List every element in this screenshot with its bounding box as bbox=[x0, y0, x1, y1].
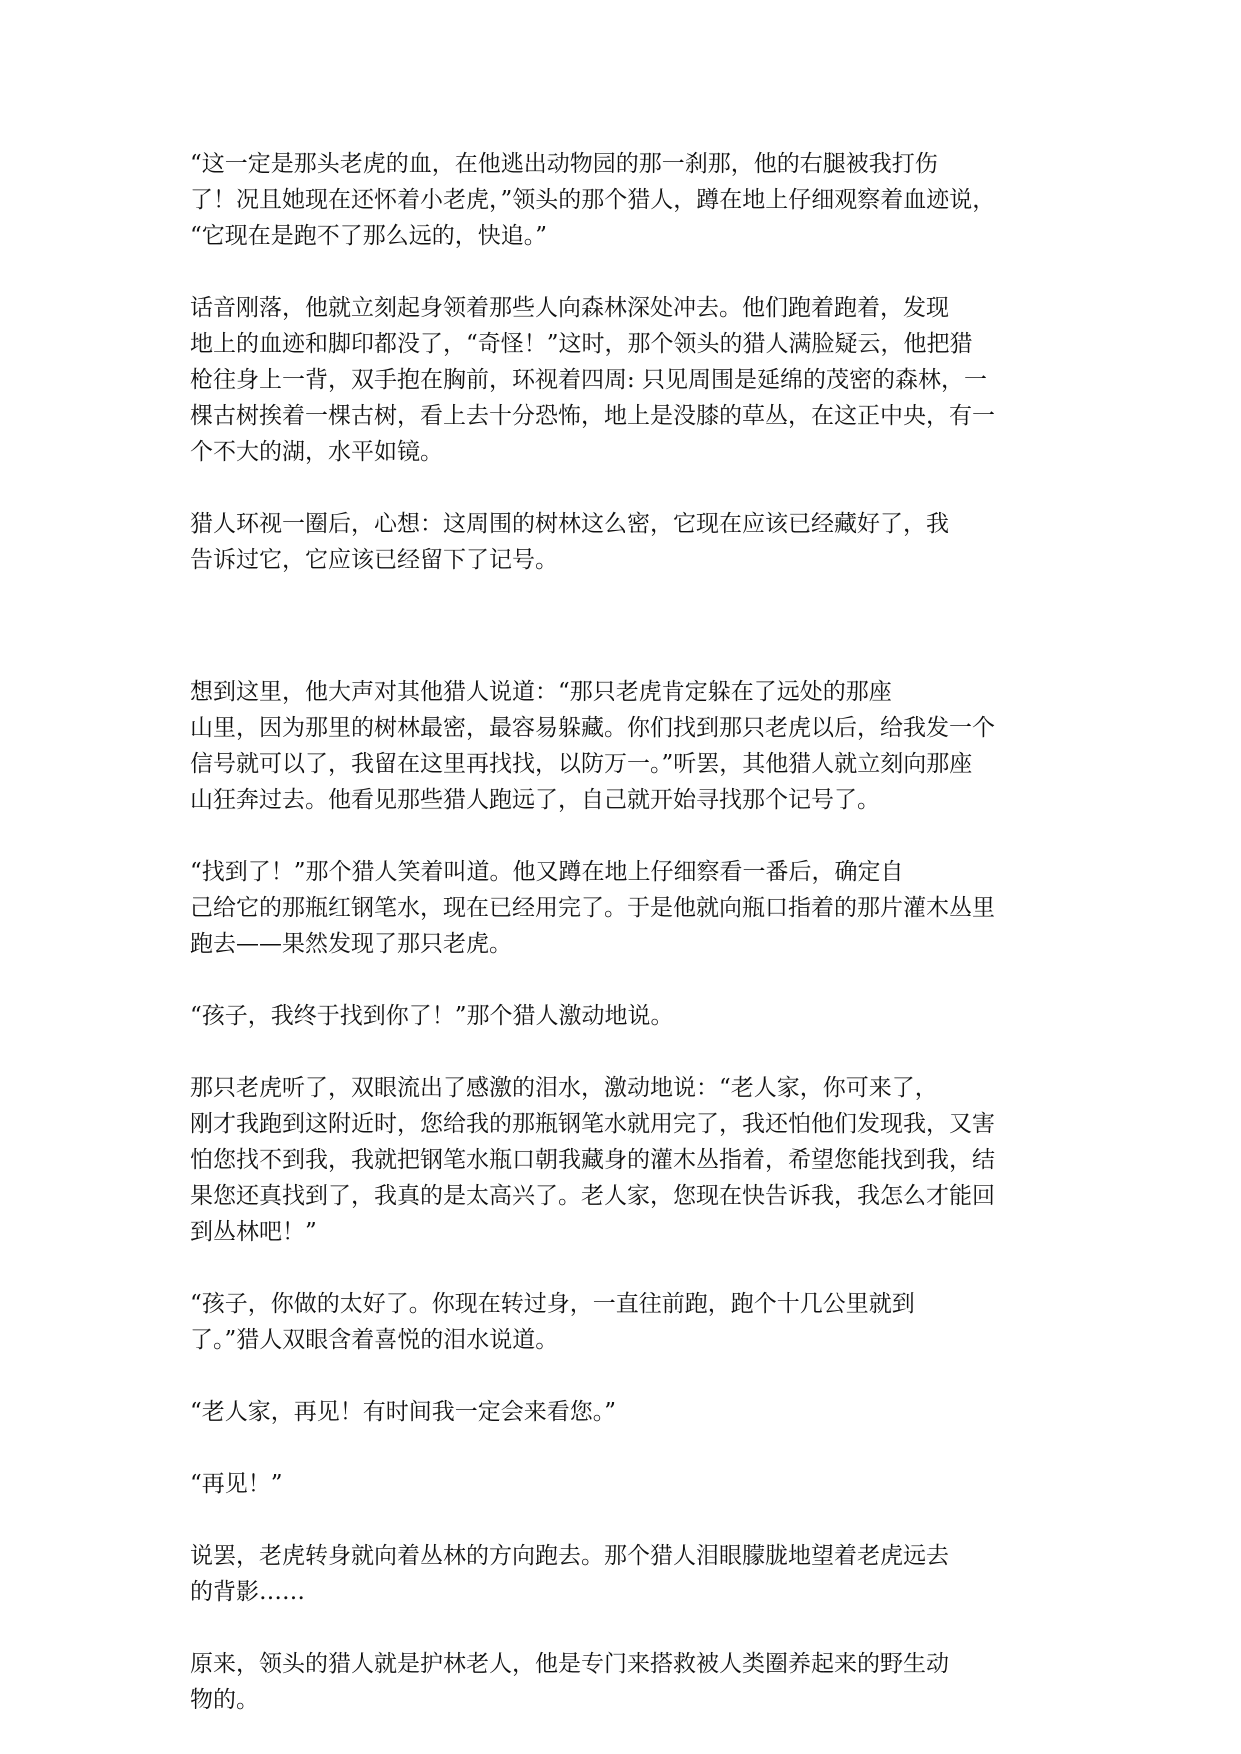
paragraph-1-line-2: 了！况且她现在还怀着小老虎，”领头的那个猎人，蹲在地上仔细观察着血迹说， bbox=[190, 187, 996, 213]
paragraph-3-line-2: 告诉过它，它应该已经留下了记号。 bbox=[190, 547, 558, 573]
paragraph-2-line-5: 个不大的湖，水平如镜。 bbox=[190, 439, 443, 465]
paragraph-1-line-3: “它现在是跑不了那么远的，快追。” bbox=[190, 223, 548, 249]
paragraph-2-line-2: 地上的血迹和脚印都没了，“奇怪！”这时，那个领头的猎人满脸疑云，他把猎 bbox=[190, 331, 973, 357]
paragraph-4-line-2: 山里，因为那里的树林最密，最容易躲藏。你们找到那只老虎以后，给我发一个 bbox=[190, 715, 995, 741]
paragraph-8-line-1: “孩子，你做的太好了。你现在转过身，一直往前跑，跑个十几公里就到 bbox=[190, 1291, 915, 1317]
paragraph-12-line-2: 物的。 bbox=[190, 1687, 259, 1713]
paragraph-11-line-1: 说罢，老虎转身就向着丛林的方向跑去。那个猎人泪眼朦胧地望着老虎远去 bbox=[190, 1543, 949, 1569]
paragraph-4-line-1: 想到这里，他大声对其他猎人说道：“那只老虎肯定躲在了远处的那座 bbox=[190, 679, 892, 705]
paragraph-8-line-2: 了。”猎人双眼含着喜悦的泪水说道。 bbox=[190, 1327, 559, 1353]
paragraph-12-line-1: 原来，领头的猎人就是护林老人，他是专门来搭救被人类圈养起来的野生动 bbox=[190, 1651, 949, 1677]
paragraph-5-line-1: “找到了！”那个猎人笑着叫道。他又蹲在地上仔细察看一番后，确定自 bbox=[190, 859, 904, 885]
paragraph-7-line-5: 到丛林吧！” bbox=[190, 1219, 317, 1245]
paragraph-4-line-4: 山狂奔过去。他看见那些猎人跑远了，自己就开始寻找那个记号了。 bbox=[190, 787, 880, 813]
paragraph-9-line-1: “老人家，再见！有时间我一定会来看您。” bbox=[190, 1399, 617, 1425]
paragraph-6-line-1: “孩子，我终于找到你了！”那个猎人激动地说。 bbox=[190, 1003, 674, 1029]
paragraph-7-line-4: 果您还真找到了，我真的是太高兴了。老人家，您现在快告诉我，我怎么才能回 bbox=[190, 1183, 995, 1209]
paragraph-5-line-2: 己给它的那瓶红钢笔水，现在已经用完了。于是他就向瓶口指着的那片灌木丛里 bbox=[190, 895, 995, 921]
paragraph-7-line-2: 刚才我跑到这附近时，您给我的那瓶钢笔水就用完了，我还怕他们发现我，又害 bbox=[190, 1111, 995, 1137]
paragraph-2-line-4: 棵古树挨着一棵古树，看上去十分恐怖，地上是没膝的草丛，在这正中央，有一 bbox=[190, 403, 995, 429]
paragraph-10-line-1: “再见！” bbox=[190, 1471, 283, 1497]
paragraph-4-line-3: 信号就可以了，我留在这里再找找，以防万一。”听罢，其他猎人就立刻向那座 bbox=[190, 751, 973, 777]
paragraph-2-line-3: 枪往身上一背，双手抱在胸前，环视着四周: 只见周围是延绵的茂密的森林，一 bbox=[190, 367, 988, 393]
paragraph-11-line-2: 的背影…… bbox=[190, 1579, 305, 1605]
paragraph-5-line-3: 跑去——果然发现了那只老虎。 bbox=[190, 931, 512, 957]
paragraph-7-line-1: 那只老虎听了，双眼流出了感激的泪水，激动地说：“老人家，你可来了， bbox=[190, 1075, 938, 1101]
paragraph-3-line-1: 猎人环视一圈后，心想：这周围的树林这么密，它现在应该已经藏好了，我 bbox=[190, 511, 949, 537]
paragraph-1-line-1: “这一定是那头老虎的血，在他逃出动物园的那一刹那，他的右腿被我打伤 bbox=[190, 151, 938, 177]
paragraph-2-line-1: 话音刚落，他就立刻起身领着那些人向森林深处冲去。他们跑着跑着，发现 bbox=[190, 295, 949, 321]
paragraph-7-line-3: 怕您找不到我，我就把钢笔水瓶口朝我藏身的灌木丛指着，希望您能找到我，结 bbox=[190, 1147, 995, 1173]
